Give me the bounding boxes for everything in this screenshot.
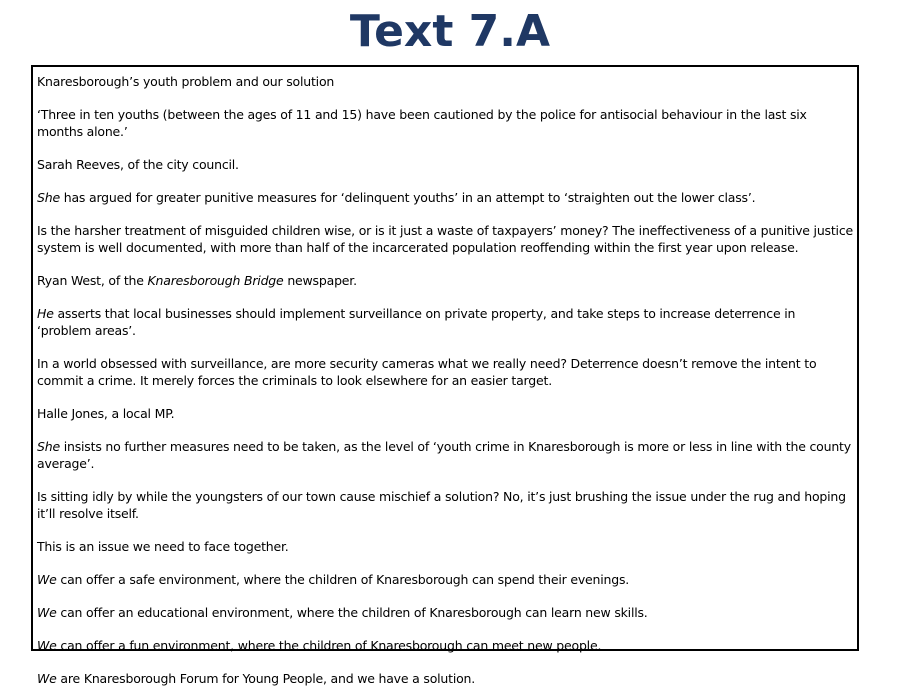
paragraph-halle-jones <box>37 438 853 472</box>
emphasis-he: He <box>37 306 54 321</box>
emphasis-she: She <box>37 190 60 205</box>
paragraph-solution <box>37 670 853 687</box>
emphasis-we: We <box>37 572 57 587</box>
attribution-halle-jones: Halle Jones, a local MP. <box>37 406 175 421</box>
article-box <box>31 65 859 686</box>
emphasis-she: She <box>37 439 60 454</box>
paragraph-text: asserts that local businesses should implement surveillance on private property, and take steps to increase deterrence in ‘problem areas’. <box>37 306 796 338</box>
paragraph-text: are Knaresborough Forum for Young People, and we have a solution. <box>56 671 476 686</box>
paragraph-face-together: This is an issue we need to face together. <box>37 539 289 554</box>
paragraph-text: can offer a safe environment, where the children of Knaresborough can spend their evenings. <box>56 572 630 587</box>
page-title: Text 7.A <box>349 6 551 57</box>
paragraph-ryan-west <box>37 305 853 339</box>
paragraph-text: can offer a fun environment, where the children of Knaresborough can meet new people. <box>56 638 602 653</box>
emphasis-we: We <box>37 671 57 686</box>
paragraph-fun-environment <box>37 637 853 654</box>
article-heading: Knaresborough’s youth problem and our solution <box>37 74 335 89</box>
paragraph-surveillance: In a world obsessed with surveillance, are more security cameras what we really need? Deterrence doesn’t remove the intent to commit a crime. It merely forces the criminals to look elsewhere for an easier target. <box>37 356 817 388</box>
paragraph-safe-environment <box>37 571 853 588</box>
paragraph-text: insists no further measures need to be taken, as the level of ‘youth crime in Knaresborough is more or less in line with the county average’. <box>37 439 851 471</box>
attribution-post: newspaper. <box>283 273 357 288</box>
paragraph-text: can offer an educational environment, where the children of Knaresborough can learn new skills. <box>56 605 648 620</box>
paragraph-educational-environment <box>37 604 853 621</box>
paragraph-text: has argued for greater punitive measures for ‘delinquent youths’ in an attempt to ‘straighten out the lower class’. <box>59 190 756 205</box>
paragraph-sitting-idly: Is sitting idly by while the youngsters of our town cause mischief a solution? No, it’s just brushing the issue under the rug and hoping it’ll resolve itself. <box>37 489 846 521</box>
newspaper-name: Knaresborough Bridge <box>147 273 284 288</box>
emphasis-we: We <box>37 638 57 653</box>
paragraph-punitive-justice: Is the harsher treatment of misguided children wise, or is it just a waste of taxpayers’ money? The ineffectiveness of a punitive justice system is well documented, with more than half of the incarcerated population reoffending within the first year upon release. <box>37 223 853 255</box>
emphasis-we: We <box>37 605 57 620</box>
attribution-sarah-reeves: Sarah Reeves, of the city council. <box>37 157 239 172</box>
quote-paragraph: ‘Three in ten youths (between the ages of 11 and 15) have been cautioned by the police for antisocial behaviour in the last six months alone.’ <box>37 107 807 139</box>
paragraph-sarah-reeves <box>37 189 853 206</box>
attribution-pre: Ryan West, of the <box>37 273 148 288</box>
attribution-ryan-west <box>37 272 853 289</box>
